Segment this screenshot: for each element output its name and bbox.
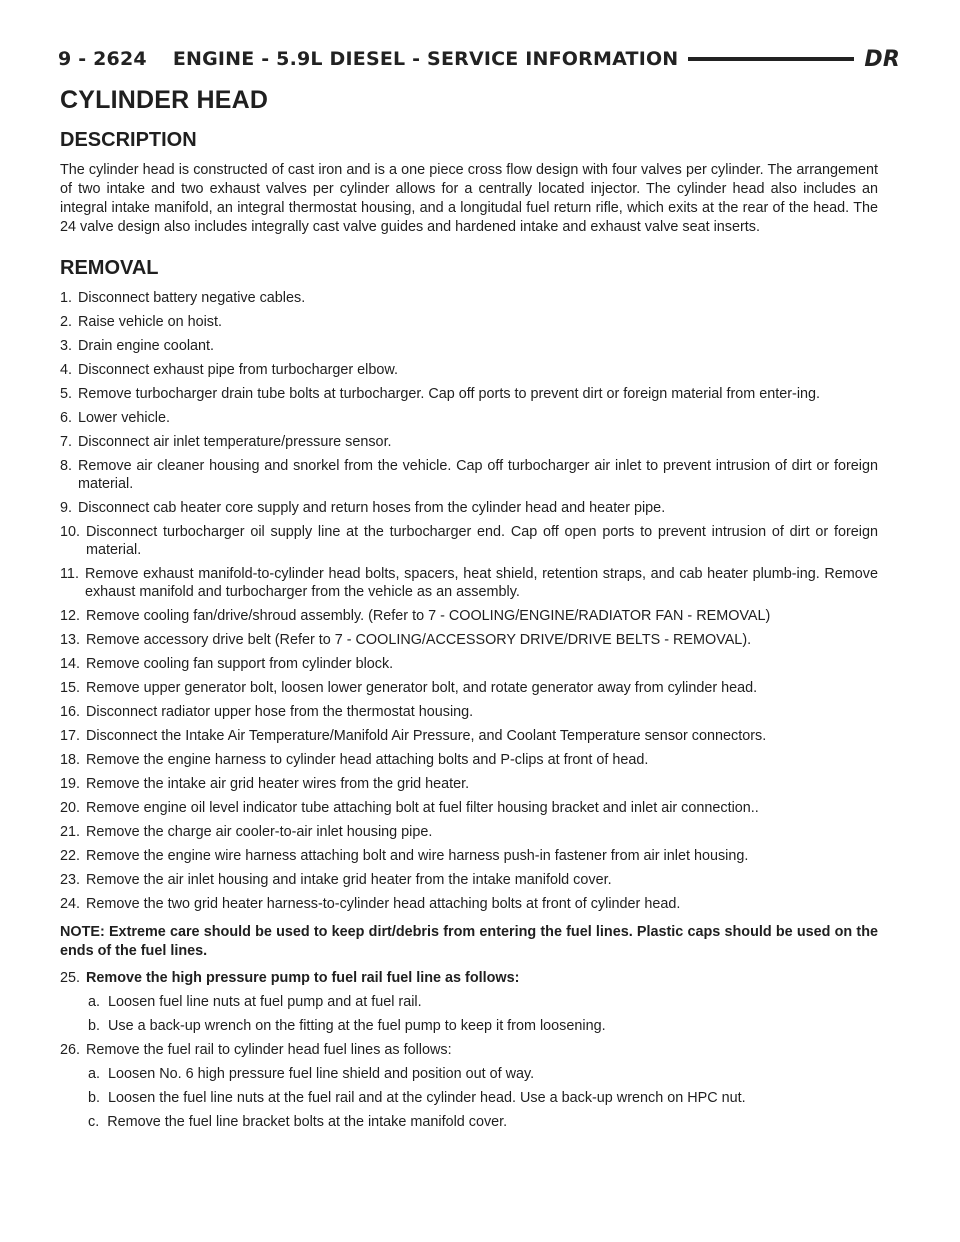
- step-number: 15.: [60, 680, 81, 696]
- step-number: 2.: [60, 314, 73, 330]
- step-number: 16.: [60, 704, 81, 720]
- removal-step: [60, 289, 878, 307]
- step-text: Disconnect air inlet temperature/pressure sensor.: [78, 434, 392, 450]
- substep: [88, 993, 878, 1011]
- step-text: Remove air cleaner housing and snorkel from the vehicle. Cap off turbocharger air inlet to prevent intrusion of dirt or foreign material.: [78, 458, 878, 492]
- page-number: 9 - 2624: [58, 48, 147, 70]
- step-number: 25.: [60, 970, 81, 986]
- step-number: 26.: [60, 1042, 81, 1058]
- removal-step: [60, 1041, 878, 1059]
- step-text: Remove upper generator bolt, loosen lower generator bolt, and rotate generator away from cylinder head.: [86, 680, 758, 696]
- removal-step: [60, 523, 878, 559]
- removal-step: [60, 969, 878, 987]
- removal-step: [60, 847, 878, 865]
- step-text: Remove the high pressure pump to fuel rail fuel line as follows:: [86, 970, 520, 986]
- step-number: 12.: [60, 608, 81, 624]
- substep: [88, 1017, 878, 1035]
- step-number: 23.: [60, 872, 81, 888]
- step-number: 24.: [60, 896, 81, 912]
- step-text: Remove the fuel rail to cylinder head fuel lines as follows:: [86, 1042, 452, 1058]
- removal-step: [60, 409, 878, 427]
- removal-step: [60, 895, 878, 913]
- step-text: Raise vehicle on hoist.: [78, 314, 222, 330]
- removal-step: [60, 799, 878, 817]
- description-text: The cylinder head is constructed of cast iron and is a one piece cross flow design with four valves per cylinder. The arrangement of two intake and two exhaust valves per cylinder allows for a centrally located injector. The cylinder head also includes an integral intake manifold, an integral thermostat housing, and a longitudal fuel return rifle, which exits at the rear of the head. The 24 valve design also includes integrally cast valve guides and hardened intake and exhaust valve seat inserts.: [60, 162, 878, 235]
- step-number: 19.: [60, 776, 81, 792]
- substep: [88, 1113, 878, 1131]
- removal-step: [60, 361, 878, 379]
- step-text: Remove accessory drive belt (Refer to 7 - COOLING/ACCESSORY DRIVE/DRIVE BELTS - REMOVAL).: [86, 632, 752, 648]
- removal-steps-continued: [60, 969, 878, 987]
- removal-step: [60, 433, 878, 451]
- step-text: Drain engine coolant.: [78, 338, 215, 354]
- substep-text: Loosen the fuel line nuts at the fuel rail and at the cylinder head. Use a back-up wrench on HPC nut.: [108, 1090, 746, 1106]
- removal-step: [60, 823, 878, 841]
- step-number: 17.: [60, 728, 81, 744]
- step-text: Disconnect turbocharger oil supply line at the turbocharger end. Cap off open ports to prevent intrusion of dirt or foreign material.: [86, 524, 878, 558]
- removal-step: [60, 631, 878, 649]
- fuel-line-note: NOTE: Extreme care should be used to keep dirt/debris from entering the fuel lines. Plastic caps should be used on the ends of the fuel lines.: [60, 924, 878, 959]
- removal-heading: REMOVAL: [60, 257, 159, 279]
- removal-step: [60, 385, 878, 403]
- header-rule: [688, 57, 854, 61]
- step-text: Disconnect exhaust pipe from turbocharger elbow.: [78, 362, 398, 378]
- substep-letter: c.: [88, 1114, 100, 1130]
- step-number: 3.: [60, 338, 73, 354]
- header-title: ENGINE - 5.9L DIESEL - SERVICE INFORMATION: [172, 48, 679, 70]
- removal-step: [60, 751, 878, 769]
- step-number: 5.: [60, 386, 73, 402]
- removal-step: [60, 565, 878, 601]
- step-number: 14.: [60, 656, 81, 672]
- step-number: 4.: [60, 362, 73, 378]
- step-text: Disconnect cab heater core supply and return hoses from the cylinder head and heater pipe.: [78, 500, 666, 516]
- substep: [88, 1065, 878, 1083]
- step-text: Remove the charge air cooler-to-air inlet housing pipe.: [86, 824, 433, 840]
- step-number: 11.: [60, 566, 79, 582]
- substep-text: Use a back-up wrench on the fitting at the fuel pump to keep it from loosening.: [108, 1018, 606, 1034]
- step-text: Remove the intake air grid heater wires from the grid heater.: [86, 776, 470, 792]
- substep-text: Loosen fuel line nuts at fuel pump and at fuel rail.: [108, 994, 422, 1010]
- step-number: 8.: [60, 458, 73, 474]
- removal-step: [60, 703, 878, 721]
- step-number: 10.: [60, 524, 81, 540]
- removal-step: [60, 499, 878, 517]
- step-number: 18.: [60, 752, 81, 768]
- removal-step: [60, 775, 878, 793]
- step-number: 22.: [60, 848, 81, 864]
- removal-step: [60, 607, 878, 625]
- substep: [88, 1089, 878, 1107]
- page-content: [60, 86, 878, 1137]
- removal-step: [60, 679, 878, 697]
- step-text: Disconnect the Intake Air Temperature/Manifold Air Pressure, and Coolant Temperature sensor connectors.: [86, 728, 767, 744]
- step-text: Disconnect battery negative cables.: [78, 290, 306, 306]
- removal-step: [60, 727, 878, 745]
- step-text: Disconnect radiator upper hose from the thermostat housing.: [86, 704, 474, 720]
- step-number: 6.: [60, 410, 73, 426]
- removal-step: [60, 871, 878, 889]
- step-number: 20.: [60, 800, 81, 816]
- step-text: Remove the two grid heater harness-to-cylinder head attaching bolts at front of cylinder head.: [86, 896, 681, 912]
- section-title: CYLINDER HEAD: [60, 86, 269, 114]
- step-text: Remove cooling fan support from cylinder block.: [86, 656, 394, 672]
- removal-step: [60, 457, 878, 493]
- model-code: DR: [864, 46, 900, 72]
- substep-text: Remove the fuel line bracket bolts at the intake manifold cover.: [107, 1114, 508, 1130]
- removal-step: [60, 655, 878, 673]
- removal-steps-continued: [60, 1041, 878, 1059]
- substep-letter: b.: [88, 1018, 101, 1034]
- step-number: 13.: [60, 632, 81, 648]
- step-text: Remove the engine wire harness attaching bolt and wire harness push-in fastener from air inlet housing.: [86, 848, 749, 864]
- removal-step: [60, 313, 878, 331]
- substeps: [60, 1065, 878, 1131]
- step-number: 9.: [60, 500, 73, 516]
- substeps: [60, 993, 878, 1035]
- substep-letter: a.: [88, 1066, 101, 1082]
- removal-steps: [60, 289, 878, 913]
- step-text: Remove cooling fan/drive/shroud assembly. (Refer to 7 - COOLING/ENGINE/RADIATOR FAN - REMOVAL): [86, 608, 771, 624]
- step-text: Remove engine oil level indicator tube attaching bolt at fuel filter housing bracket and inlet air connection..: [86, 800, 759, 816]
- substep-text: Loosen No. 6 high pressure fuel line shield and position out of way.: [108, 1066, 535, 1082]
- step-text: Remove the air inlet housing and intake grid heater from the intake manifold cover.: [86, 872, 612, 888]
- step-text: Remove exhaust manifold-to-cylinder head bolts, spacers, heat shield, retention straps, and cab heater plumb-ing. Remove exhaust manifold and turbocharger from the vehicle as an assembly.: [84, 566, 878, 600]
- step-number: 7.: [60, 434, 73, 450]
- substep-letter: a.: [88, 994, 101, 1010]
- step-number: 1.: [60, 290, 73, 306]
- step-text: Remove turbocharger drain tube bolts at turbocharger. Cap off ports to prevent dirt or foreign material from enter-ing.: [78, 386, 821, 402]
- removal-step: [60, 337, 878, 355]
- step-number: 21.: [60, 824, 81, 840]
- page-header: [58, 44, 900, 74]
- step-text: Remove the engine harness to cylinder head attaching bolts and P-clips at front of head.: [86, 752, 649, 768]
- substep-letter: b.: [88, 1090, 101, 1106]
- description-heading: DESCRIPTION: [60, 129, 197, 151]
- step-text: Lower vehicle.: [78, 410, 171, 426]
